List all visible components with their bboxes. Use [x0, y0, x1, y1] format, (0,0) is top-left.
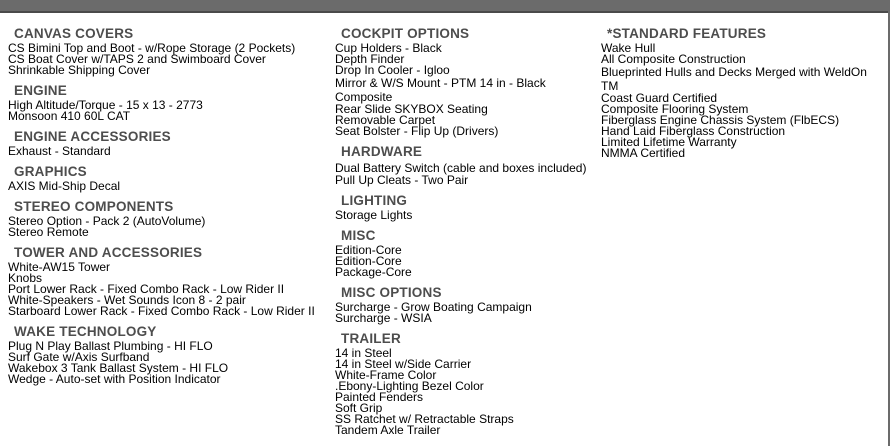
list-item: Package-Core	[335, 265, 412, 279]
list-item: Blueprinted Hulls and Decks Merged with WeldOn TM	[601, 65, 867, 93]
list-item: Storage Lights	[335, 208, 413, 222]
list-item: Monsoon 410 60L CAT	[8, 109, 131, 123]
list-item: CS Bimini Top and Boot - w/Rope Storage (2 Pockets)	[8, 41, 296, 55]
section-title: STEREO COMPONENTS	[14, 199, 174, 214]
list-item: 14 in Steel	[335, 346, 392, 360]
list-item: Fiberglass Engine Chassis System (FlbECS)	[601, 113, 840, 127]
section-title: CANVAS COVERS	[14, 26, 134, 41]
list-item: Mirror & W/S Mount - PTM 14 in - Black Composite	[335, 76, 546, 104]
list-item: Wedge - Auto-set with Position Indicator	[8, 372, 221, 386]
list-item: White-Speakers - Wet Sounds Icon 8 - 2 pair	[8, 293, 246, 307]
section-title: WAKE TECHNOLOGY	[14, 324, 157, 339]
section-title: COCKPIT OPTIONS	[341, 26, 470, 41]
item-list	[335, 161, 597, 186]
section-lighting	[335, 192, 597, 221]
section-engine	[8, 82, 333, 122]
list-item: Cup Holders - Black	[335, 41, 442, 55]
section-title: TOWER AND ACCESSORIES	[14, 245, 203, 260]
list-item: Depth Finder	[335, 52, 405, 66]
list-item: CS Boat Cover w/TAPS 2 and Swimboard Cover	[8, 52, 266, 66]
list-item: Dual Battery Switch (cable and boxes included)	[335, 161, 587, 175]
section-title: MISC	[341, 228, 376, 243]
column-2	[335, 25, 597, 442]
list-item: Hand Laid Fiberglass Construction	[601, 124, 786, 138]
item-list	[335, 210, 597, 221]
section-graphics	[8, 163, 333, 192]
section-misc-options	[335, 284, 597, 324]
item-list	[8, 181, 333, 192]
list-item: Removable Carpet	[335, 113, 436, 127]
section-title: MISC OPTIONS	[341, 285, 442, 300]
list-item: Composite Flooring System	[601, 102, 749, 116]
item-list	[8, 43, 333, 76]
list-item: Tandem Axle Trailer	[335, 423, 441, 437]
list-item: NMMA Certified	[601, 146, 686, 160]
list-item: Port Lower Rack - Fixed Combo Rack - Low Rider II	[8, 282, 285, 296]
section-stereo-components	[8, 198, 333, 238]
section-tower-and-accessories	[8, 244, 333, 317]
list-item: Pull Up Cleats - Two Pair	[335, 173, 469, 187]
column-3	[601, 25, 881, 165]
item-list	[335, 245, 597, 278]
section-standard-features	[601, 25, 881, 159]
list-item: Coast Guard Certified	[601, 91, 718, 105]
section-engine-accessories	[8, 128, 333, 157]
list-item: Seat Bolster - Flip Up (Drivers)	[335, 124, 499, 138]
item-list	[335, 43, 597, 137]
header-bar	[0, 0, 890, 13]
section-title: *STANDARD FEATURES	[607, 26, 767, 41]
list-item: SS Ratchet w/ Retractable Straps	[335, 412, 514, 426]
list-item: White-AW15 Tower	[8, 260, 111, 274]
section-title: ENGINE	[14, 83, 67, 98]
list-item: Drop In Cooler - Igloo	[335, 63, 450, 77]
list-item: Painted Fenders	[335, 390, 424, 404]
section-title: GRAPHICS	[14, 164, 87, 179]
list-item: Starboard Lower Rack - Fixed Combo Rack - Low Rider II	[8, 304, 315, 318]
item-list	[8, 100, 333, 122]
section-title: HARDWARE	[341, 144, 423, 159]
list-item: AXIS Mid-Ship Decal	[8, 179, 121, 193]
item-list	[8, 216, 333, 238]
list-item: Surcharge - WSIA	[335, 311, 432, 325]
list-item: Edition-Core	[335, 243, 402, 257]
column-1	[8, 25, 333, 391]
list-item: Surf Gate w/Axis Surfband	[8, 350, 150, 364]
list-item: White-Frame Color	[335, 368, 437, 382]
section-wake-technology	[8, 323, 333, 385]
list-item: Limited Lifetime Warranty	[601, 135, 737, 149]
section-title: LIGHTING	[341, 193, 408, 208]
list-item: Surcharge - Grow Boating Campaign	[335, 300, 532, 314]
list-item: All Composite Construction	[601, 52, 746, 66]
section-canvas-covers	[8, 25, 333, 76]
list-item: Plug N Play Ballast Plumbing - HI FLO	[8, 339, 213, 353]
list-item: 14 in Steel w/Side Carrier	[335, 357, 472, 371]
section-hardware	[335, 143, 597, 186]
item-list	[335, 348, 597, 436]
item-list	[601, 43, 881, 159]
section-cockpit-options	[335, 25, 597, 137]
item-list	[8, 262, 333, 317]
list-item: Wake Hull	[601, 41, 656, 55]
list-item: Stereo Option - Pack 2 (AutoVolume)	[8, 214, 206, 228]
item-list	[8, 146, 333, 157]
section-trailer	[335, 330, 597, 436]
item-list	[8, 341, 333, 385]
list-item: Stereo Remote	[8, 225, 89, 239]
list-item: Soft Grip	[335, 401, 383, 415]
list-item: Wakebox 3 Tank Ballast System - HI FLO	[8, 361, 229, 375]
list-item: Knobs	[8, 271, 43, 285]
section-title: TRAILER	[341, 331, 401, 346]
section-title: ENGINE ACCESSORIES	[14, 129, 171, 144]
list-item: High Altitude/Torque - 15 x 13 - 2773	[8, 98, 203, 112]
list-item: .Ebony-Lighting Bezel Color	[335, 379, 484, 393]
list-item: Exhaust - Standard	[8, 144, 111, 158]
section-misc	[335, 227, 597, 278]
list-item: Shrinkable Shipping Cover	[8, 63, 151, 77]
list-item: Rear Slide SKYBOX Seating	[335, 102, 488, 116]
item-list	[335, 302, 597, 324]
list-item: Edition-Core	[335, 254, 402, 268]
